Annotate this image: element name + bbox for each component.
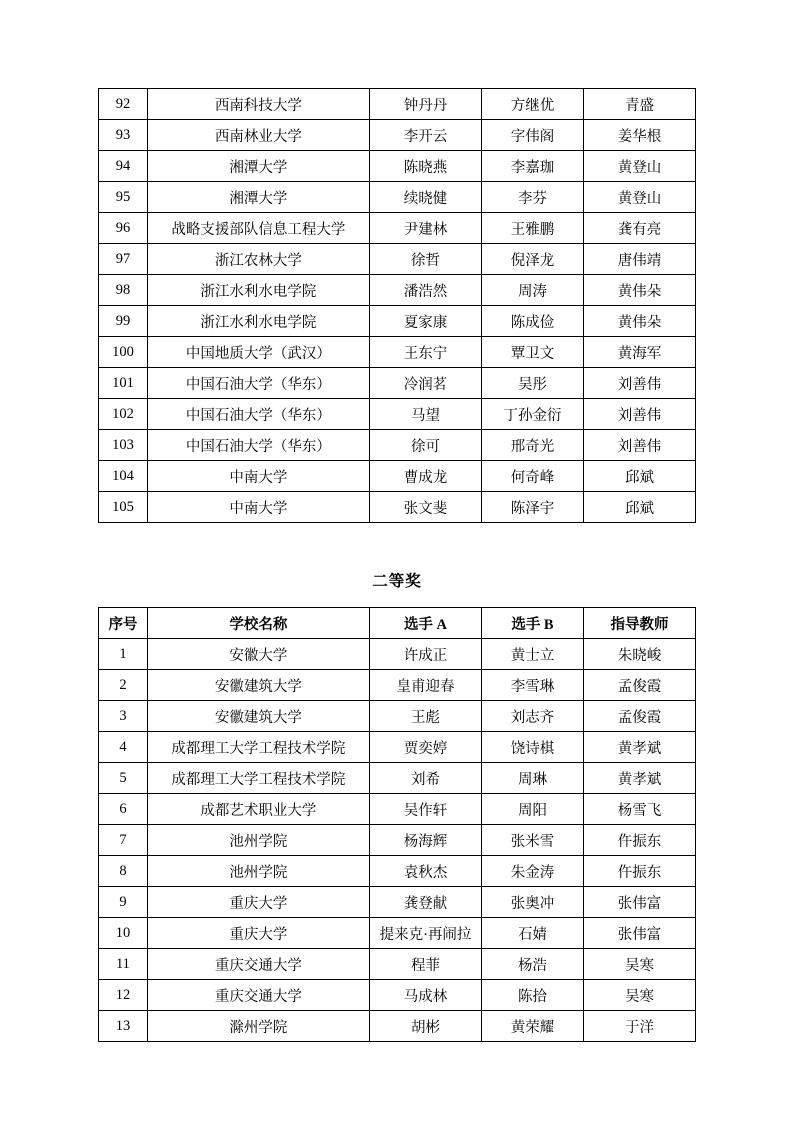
cell-no: 96 [99, 213, 148, 244]
cell-player-a: 提来克·再闹拉 [369, 918, 481, 949]
cell-no: 103 [99, 430, 148, 461]
table-row [99, 980, 696, 1011]
cell-teacher: 刘善伟 [583, 399, 695, 430]
cell-no: 1 [99, 639, 148, 670]
column-header-school: 学校名称 [147, 608, 369, 639]
cell-player-b: 石婧 [482, 918, 584, 949]
table-row [99, 89, 696, 120]
cell-no: 97 [99, 244, 148, 275]
column-header-player-a: 选手 A [369, 608, 481, 639]
cell-no: 6 [99, 794, 148, 825]
cell-player-b: 李雪琳 [482, 670, 584, 701]
cell-no: 11 [99, 949, 148, 980]
cell-player-a: 尹建林 [369, 213, 481, 244]
cell-player-b: 陈拾 [482, 980, 584, 1011]
cell-school: 重庆大学 [147, 918, 369, 949]
cell-player-b: 刘志齐 [482, 701, 584, 732]
cell-teacher: 青盛 [583, 89, 695, 120]
cell-teacher: 邱斌 [583, 492, 695, 523]
cell-player-a: 马成林 [369, 980, 481, 1011]
cell-teacher: 张伟富 [583, 887, 695, 918]
table-row [99, 182, 696, 213]
cell-player-a: 王彪 [369, 701, 481, 732]
cell-teacher: 于洋 [583, 1011, 695, 1042]
column-header-no: 序号 [99, 608, 148, 639]
cell-no: 7 [99, 825, 148, 856]
cell-player-b: 周阳 [482, 794, 584, 825]
cell-no: 10 [99, 918, 148, 949]
cell-school: 战略支援部队信息工程大学 [147, 213, 369, 244]
cell-player-a: 吴作轩 [369, 794, 481, 825]
cell-player-a: 程菲 [369, 949, 481, 980]
cell-player-a: 杨海辉 [369, 825, 481, 856]
cell-player-a: 潘浩然 [369, 275, 481, 306]
table-row [99, 701, 696, 732]
cell-player-a: 龚登献 [369, 887, 481, 918]
cell-player-a: 李开云 [369, 120, 481, 151]
cell-player-b: 张奥冲 [482, 887, 584, 918]
cell-school: 重庆交通大学 [147, 980, 369, 1011]
cell-school: 中国石油大学（华东） [147, 399, 369, 430]
table-row [99, 399, 696, 430]
cell-player-a: 胡彬 [369, 1011, 481, 1042]
cell-teacher: 杨雪飞 [583, 794, 695, 825]
cell-teacher: 黄孝斌 [583, 732, 695, 763]
table-row [99, 794, 696, 825]
cell-school: 重庆交通大学 [147, 949, 369, 980]
cell-school: 安徽建筑大学 [147, 701, 369, 732]
cell-teacher: 黄登山 [583, 182, 695, 213]
cell-player-b: 倪泽龙 [482, 244, 584, 275]
cell-school: 中南大学 [147, 461, 369, 492]
cell-teacher: 张伟富 [583, 918, 695, 949]
cell-no: 102 [99, 399, 148, 430]
cell-player-b: 丁孙金衍 [482, 399, 584, 430]
cell-teacher: 唐伟靖 [583, 244, 695, 275]
cell-teacher: 刘善伟 [583, 368, 695, 399]
cell-no: 94 [99, 151, 148, 182]
cell-no: 95 [99, 182, 148, 213]
cell-player-b: 周琳 [482, 763, 584, 794]
cell-no: 12 [99, 980, 148, 1011]
cell-no: 5 [99, 763, 148, 794]
cell-player-b: 李芬 [482, 182, 584, 213]
cell-no: 101 [99, 368, 148, 399]
cell-player-a: 张文斐 [369, 492, 481, 523]
cell-player-a: 续晓健 [369, 182, 481, 213]
table-row [99, 856, 696, 887]
cell-no: 4 [99, 732, 148, 763]
cell-no: 13 [99, 1011, 148, 1042]
cell-school: 重庆大学 [147, 887, 369, 918]
cell-player-b: 黄荣耀 [482, 1011, 584, 1042]
table-row [99, 732, 696, 763]
cell-school: 浙江水利水电学院 [147, 306, 369, 337]
cell-school: 中南大学 [147, 492, 369, 523]
cell-teacher: 黄登山 [583, 151, 695, 182]
table-row [99, 949, 696, 980]
cell-player-a: 陈晓燕 [369, 151, 481, 182]
cell-no: 3 [99, 701, 148, 732]
cell-school: 池州学院 [147, 825, 369, 856]
table-row [99, 639, 696, 670]
cell-player-b: 周涛 [482, 275, 584, 306]
cell-no: 8 [99, 856, 148, 887]
cell-teacher: 黄伟朵 [583, 306, 695, 337]
cell-teacher: 朱晓峻 [583, 639, 695, 670]
cell-teacher: 黄伟朵 [583, 275, 695, 306]
cell-no: 100 [99, 337, 148, 368]
cell-player-b: 字伟阁 [482, 120, 584, 151]
cell-teacher: 黄孝斌 [583, 763, 695, 794]
cell-school: 湘潭大学 [147, 182, 369, 213]
table-row [99, 306, 696, 337]
cell-player-a: 钟丹丹 [369, 89, 481, 120]
cell-school: 中国石油大学（华东） [147, 368, 369, 399]
cell-player-a: 皇甫迎春 [369, 670, 481, 701]
cell-player-b: 邢奇光 [482, 430, 584, 461]
spacer [98, 591, 696, 607]
table-row [99, 120, 696, 151]
cell-school: 湘潭大学 [147, 151, 369, 182]
cell-no: 105 [99, 492, 148, 523]
column-header-player-b: 选手 B [482, 608, 584, 639]
cell-no: 9 [99, 887, 148, 918]
table-row [99, 461, 696, 492]
cell-teacher: 龚有亮 [583, 213, 695, 244]
cell-teacher: 仵振东 [583, 825, 695, 856]
table-row [99, 151, 696, 182]
cell-player-a: 徐可 [369, 430, 481, 461]
cell-no: 104 [99, 461, 148, 492]
cell-player-a: 曹成龙 [369, 461, 481, 492]
cell-school: 西南科技大学 [147, 89, 369, 120]
cell-teacher: 姜华根 [583, 120, 695, 151]
cell-school: 浙江水利水电学院 [147, 275, 369, 306]
cell-school: 成都理工大学工程技术学院 [147, 732, 369, 763]
second-prize-table [98, 607, 696, 1042]
cell-player-a: 刘希 [369, 763, 481, 794]
cell-player-b: 朱金涛 [482, 856, 584, 887]
cell-no: 92 [99, 89, 148, 120]
table-row [99, 275, 696, 306]
cell-player-a: 贾奕婷 [369, 732, 481, 763]
cell-player-b: 覃卫文 [482, 337, 584, 368]
cell-player-a: 王东宁 [369, 337, 481, 368]
spacer [98, 523, 696, 569]
cell-player-a: 夏家康 [369, 306, 481, 337]
cell-player-b: 杨浩 [482, 949, 584, 980]
cell-school: 中国地质大学（武汉） [147, 337, 369, 368]
cell-no: 2 [99, 670, 148, 701]
cell-teacher: 仵振东 [583, 856, 695, 887]
cell-school: 中国石油大学（华东） [147, 430, 369, 461]
table-row [99, 763, 696, 794]
cell-player-b: 陈泽宇 [482, 492, 584, 523]
table-row [99, 1011, 696, 1042]
table-header-row [99, 608, 696, 639]
table-row [99, 825, 696, 856]
cell-teacher: 孟俊霞 [583, 670, 695, 701]
cell-teacher: 邱斌 [583, 461, 695, 492]
table-row [99, 670, 696, 701]
cell-player-a: 袁秋杰 [369, 856, 481, 887]
cell-school: 成都理工大学工程技术学院 [147, 763, 369, 794]
cell-player-b: 饶诗棋 [482, 732, 584, 763]
cell-player-a: 许成正 [369, 639, 481, 670]
cell-no: 98 [99, 275, 148, 306]
table-row [99, 430, 696, 461]
cell-no: 99 [99, 306, 148, 337]
cell-teacher: 刘善伟 [583, 430, 695, 461]
cell-school: 池州学院 [147, 856, 369, 887]
cell-player-a: 马望 [369, 399, 481, 430]
cell-player-b: 何奇峰 [482, 461, 584, 492]
first-prize-table [98, 88, 696, 523]
cell-player-b: 王雅鹏 [482, 213, 584, 244]
section-title-second-prize: 二等奖 [372, 573, 422, 590]
table-row [99, 213, 696, 244]
cell-school: 安徽大学 [147, 639, 369, 670]
column-header-teacher: 指导教师 [583, 608, 695, 639]
table-row [99, 918, 696, 949]
cell-school: 浙江农林大学 [147, 244, 369, 275]
cell-school: 西南林业大学 [147, 120, 369, 151]
cell-player-a: 冷润茗 [369, 368, 481, 399]
cell-player-b: 李嘉珈 [482, 151, 584, 182]
cell-player-b: 方继优 [482, 89, 584, 120]
cell-no: 93 [99, 120, 148, 151]
table-row [99, 244, 696, 275]
cell-teacher: 吴寒 [583, 949, 695, 980]
table-row [99, 337, 696, 368]
table-row [99, 492, 696, 523]
cell-player-b: 陈成俭 [482, 306, 584, 337]
cell-player-a: 徐哲 [369, 244, 481, 275]
cell-school: 成都艺术职业大学 [147, 794, 369, 825]
cell-teacher: 黄海军 [583, 337, 695, 368]
cell-teacher: 吴寒 [583, 980, 695, 1011]
cell-player-b: 张米雪 [482, 825, 584, 856]
table-row [99, 887, 696, 918]
cell-school: 安徽建筑大学 [147, 670, 369, 701]
cell-player-b: 黄士立 [482, 639, 584, 670]
cell-school: 滁州学院 [147, 1011, 369, 1042]
cell-teacher: 孟俊霞 [583, 701, 695, 732]
table-row [99, 368, 696, 399]
cell-player-b: 吴彤 [482, 368, 584, 399]
